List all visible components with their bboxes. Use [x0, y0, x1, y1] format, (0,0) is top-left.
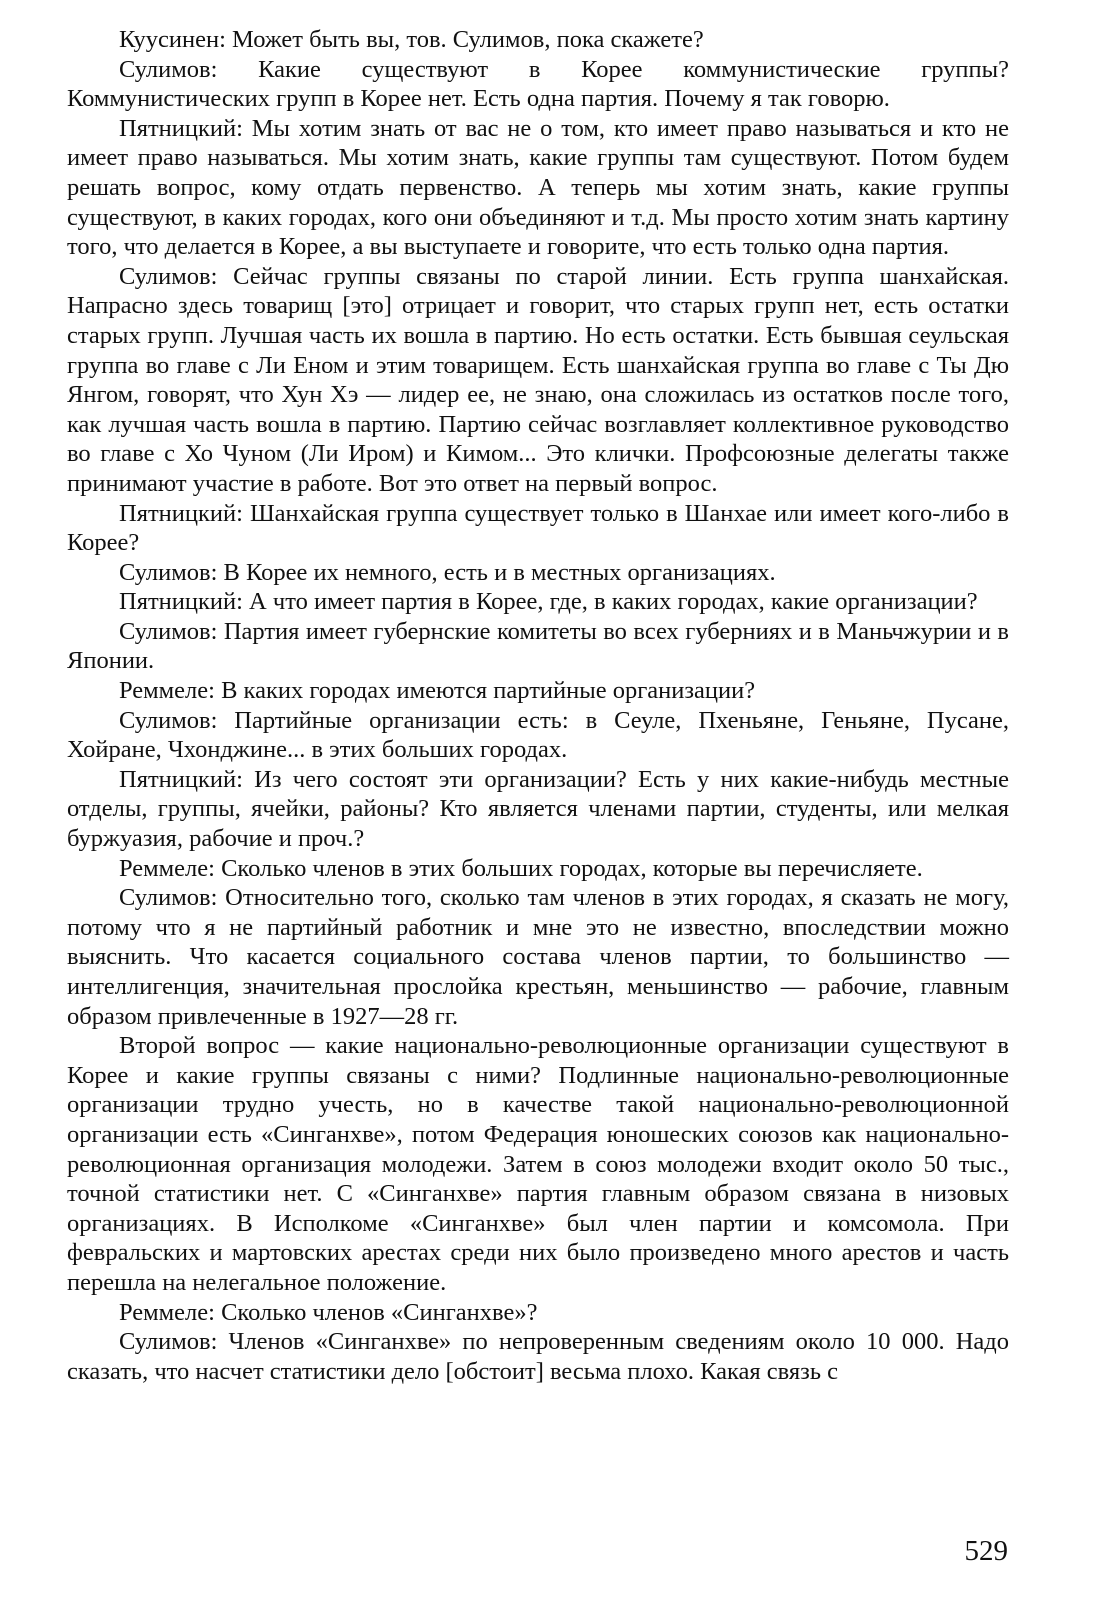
paragraph: Сулимов: Какие существуют в Корее коммунистические группы? Коммунистических групп в Корее нет. Есть одна партия. Почему я так говорю.	[67, 55, 1009, 113]
paragraph: Пятницкий: Шанхайская группа существует только в Шанхае или имеет кого-либо в Корее?	[67, 499, 1009, 557]
paragraph: Сулимов: Относительно того, сколько там членов в этих городах, я сказать не могу, потому что я не партийный работник и мне это не известно, впоследствии можно выяснить. Что касается социального состава членов партии, то большинство — интеллигенция, значительная прослойка крестьян, меньшинство — рабочие, главным образом привлеченные в 1927—28 гг.	[67, 884, 1009, 1030]
paragraph: Сулимов: Членов «Синганхве» по непроверенным сведениям около 10 000. Надо сказать, что насчет статистики дело [обстоит] весьма плохо. Какая связь с	[67, 1328, 1009, 1385]
paragraph: Сулимов: В Корее их немного, есть и в местных организациях.	[119, 558, 776, 586]
paragraph: Реммеле: Сколько членов в этих больших городах, которые вы перечисляете.	[119, 854, 923, 882]
paragraph: Куусинен: Может быть вы, тов. Сулимов, пока скажете?	[119, 26, 704, 53]
paragraph: Пятницкий: А что имеет партия в Корее, где, в каких городах, какие организации?	[119, 588, 978, 616]
paragraph: Второй вопрос — какие национально-революционные организации существуют в Корее и какие группы связаны с ними? Подлинные национально-революционные организации трудно учесть, но в качестве такой национально-революционной организации есть «Синганхве», потом Федерация юношеских союзов как национально-революционная организация молодежи. Затем в союз молодежи входит около 50 тыс., точной статистики нет. С «Синганхве» партия главным образом связана в низовых организациях. В Исполкоме «Синганхве» был член партии и комсомола. При февральских и мартовских арестах среди них было произведено много арестов и часть перешла на нелегальное положение.	[67, 1032, 1009, 1296]
paragraph: Сулимов: Сейчас группы связаны по старой линии. Есть группа шанхайская. Напрасно здесь товарищ [это] отрицает и говорит, что старых групп нет, есть остатки старых групп. Лучшая часть их вошла в партию. Но есть остатки. Есть бывшая сеульская группа во главе с Ли Еном и этим товарищем. Есть шанхайская группа во главе с Ты Дю Янгом, говорят, что Хун Хэ — лидер ее, не знаю, она сложилась из остатков после того, как лучшая часть вошла в партию. Партию сейчас возглавляет коллективное руководство во главе с Хо Чуном (Ли Иром) и Кимом... Это клички. Профсоюзные делегаты также принимают участие в работе. Вот это ответ на первый вопрос.	[67, 262, 1009, 497]
paragraph: Пятницкий: Из чего состоят эти организации? Есть у них какие-нибудь местные отделы, группы, ячейки, районы? Кто является членами партии, студенты, или мелкая буржуазия, рабочие и проч.?	[67, 765, 1009, 853]
paragraph: Сулимов: Партийные организации есть: в Сеуле, Пхеньяне, Геньяне, Пусане, Хойране, Чхонджине... в этих больших городах.	[67, 706, 1009, 764]
page-body	[67, 25, 1009, 1386]
paragraph: Реммеле: В каких городах имеются партийные организации?	[119, 677, 756, 705]
paragraph: Сулимов: Партия имеет губернские комитеты во всех губерниях и в Маньчжурии и в Японии.	[67, 617, 1009, 675]
paragraph: Пятницкий: Мы хотим знать от вас не о том, кто имеет право называться и кто не имеет право называться. Мы хотим знать, какие группы там существуют. Потом будем решать вопрос, кому отдать первенство. А теперь мы хотим знать, какие группы существуют, в каких городах, кого они объединяют и т.д. Мы просто хотим знать картину того, что делается в Корее, а вы выступаете и говорите, что есть только одна партия.	[67, 114, 1009, 261]
page-number: 529	[964, 1535, 1008, 1567]
paragraph: Реммеле: Сколько членов «Синганхве»?	[119, 1298, 538, 1326]
